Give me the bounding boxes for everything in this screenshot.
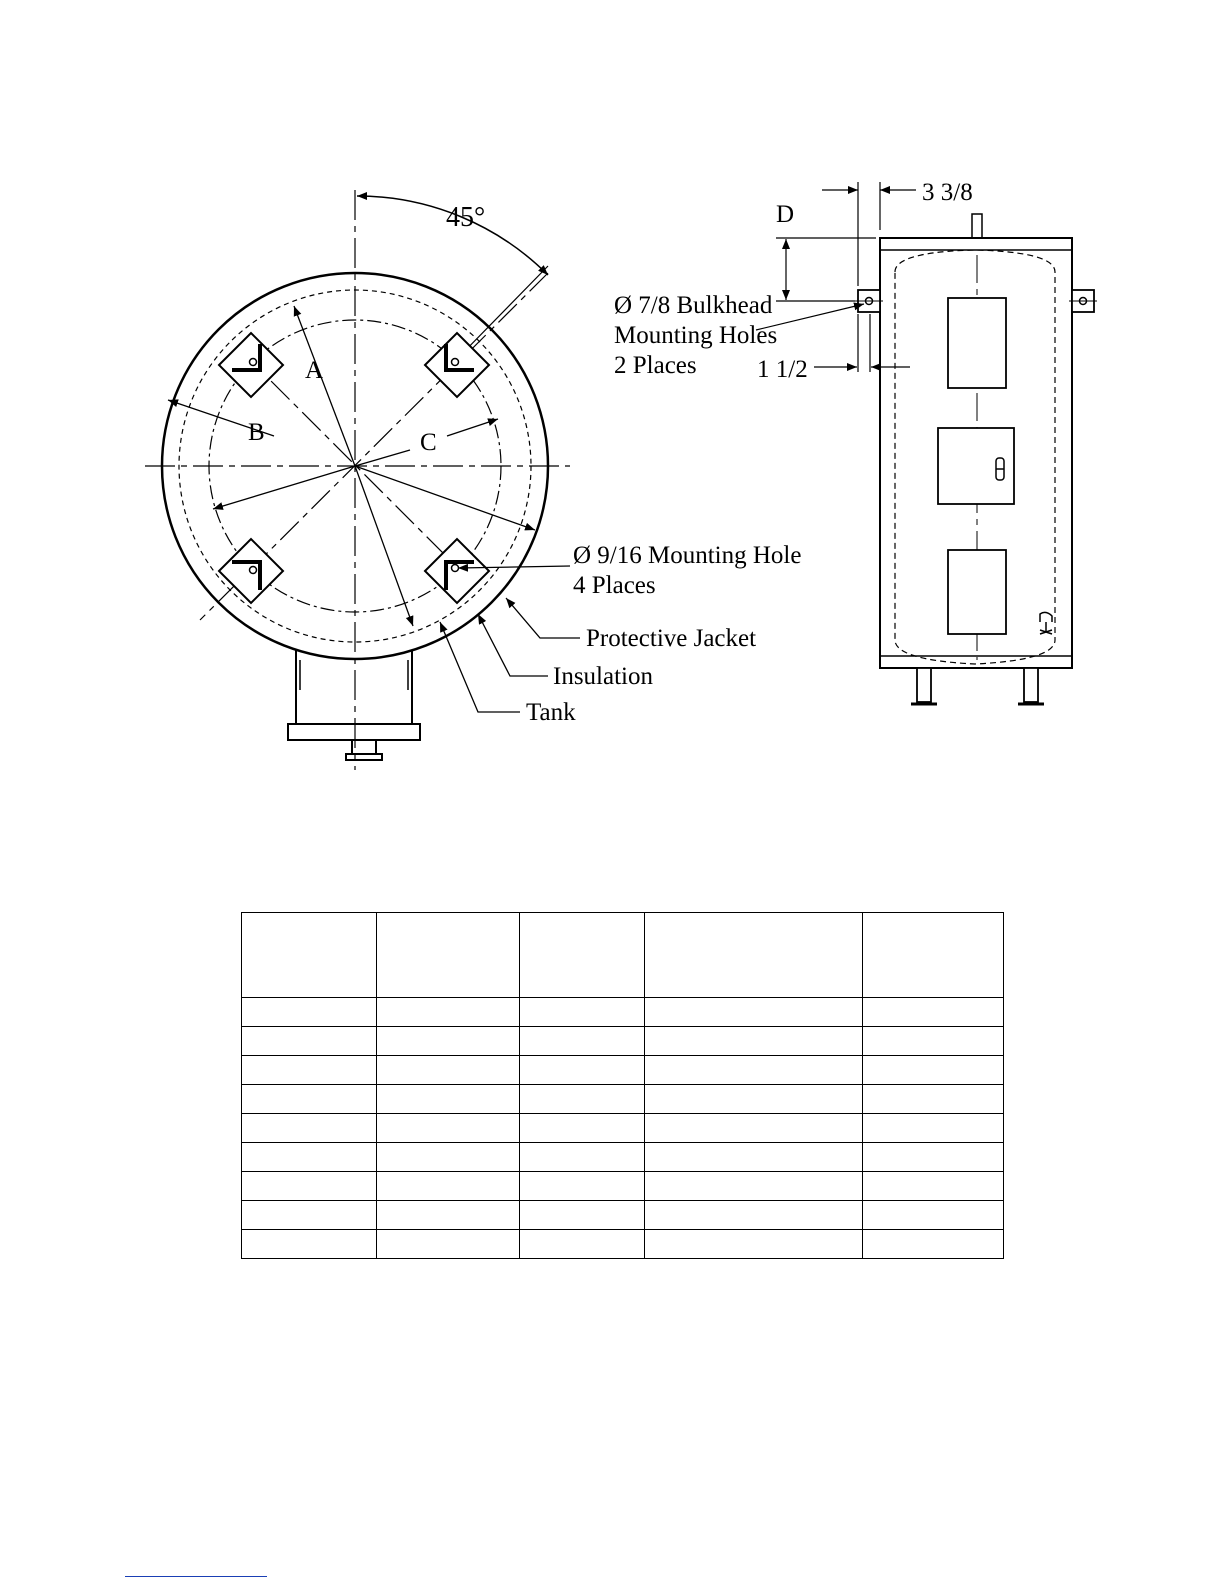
leg-left [911,668,937,704]
table-cell [645,1056,863,1085]
table-cell [242,1143,377,1172]
table-cell [520,998,645,1027]
table-header-cell [520,913,645,998]
table-header-cell [377,913,520,998]
table-row [242,1056,1004,1085]
bulkhead-label-1: Ø 7/8 Bulkhead [614,292,773,319]
table-cell [863,1056,1004,1085]
table-cell [242,1230,377,1259]
mounting-hole-label-2: 4 Places [573,572,656,599]
table-cell [520,1143,645,1172]
table-header-cell [242,913,377,998]
table-cell [242,1172,377,1201]
table-cell [645,1143,863,1172]
table-cell [520,1230,645,1259]
dim-b-label: B [248,419,265,446]
leg-right [1018,668,1044,704]
table-cell [520,1085,645,1114]
table-cell [377,1114,520,1143]
table-cell [645,1085,863,1114]
table-cell [645,1201,863,1230]
table-row [242,1172,1004,1201]
bulkhead-label-3: 2 Places [614,352,697,379]
footnote-rule [125,1576,267,1577]
top-view [145,190,580,770]
dim-d-label: D [776,201,795,228]
table-row [242,1143,1004,1172]
table-cell [242,1114,377,1143]
table-cell [377,1085,520,1114]
table-cell [242,998,377,1027]
dimension-table [241,912,1004,1259]
table-cell [645,1027,863,1056]
table-cell [520,1056,645,1085]
table-cell [863,1201,1004,1230]
table-cell [863,1143,1004,1172]
dim-1-1-2-label: 1 1/2 [757,356,808,383]
side-view [756,182,1097,704]
table-cell [377,1027,520,1056]
table-cell [242,1027,377,1056]
table-cell [242,1085,377,1114]
table-cell [645,1114,863,1143]
table-cell [377,998,520,1027]
table-row [242,1085,1004,1114]
table-cell [377,1201,520,1230]
table-cell [863,1027,1004,1056]
table-row [242,1027,1004,1056]
dim-a-label: A [305,357,324,384]
table-cell [645,1230,863,1259]
table-cell [377,1056,520,1085]
table-cell [377,1172,520,1201]
bulkhead-tab-right [1069,290,1097,312]
table-cell [242,1201,377,1230]
dim-c-label: C [420,429,437,456]
table-row [242,1201,1004,1230]
table-cell [863,1172,1004,1201]
table-cell [863,1230,1004,1259]
bottom-fitting [288,648,420,760]
lower-access-panel [948,550,1006,634]
table-row [242,1230,1004,1259]
table-row [242,1114,1004,1143]
table-cell [520,1172,645,1201]
protective-jacket-label: Protective Jacket [586,625,757,652]
bulkhead-label-2: Mounting Holes [614,322,778,349]
table-cell [645,998,863,1027]
angle-label: 45° [446,202,486,233]
upper-access-panel [948,298,1006,388]
mounting-hole-label-1: Ø 9/16 Mounting Hole [573,542,802,569]
table-cell [242,1056,377,1085]
tank-label: Tank [526,699,576,726]
table-cell [645,1172,863,1201]
table-header-cell [645,913,863,998]
insulation-label: Insulation [553,663,653,690]
table-row [242,998,1004,1027]
table-cell [863,998,1004,1027]
dim-3-3-8-label: 3 3/8 [922,179,973,206]
table-cell [377,1230,520,1259]
table-cell [863,1114,1004,1143]
table-cell [520,1201,645,1230]
bulkhead-tab-left [855,290,883,312]
table-cell [520,1027,645,1056]
table-cell [377,1143,520,1172]
table-header-cell [863,913,1004,998]
table-cell [863,1085,1004,1114]
table-cell [520,1114,645,1143]
table-header-row [242,913,1004,998]
